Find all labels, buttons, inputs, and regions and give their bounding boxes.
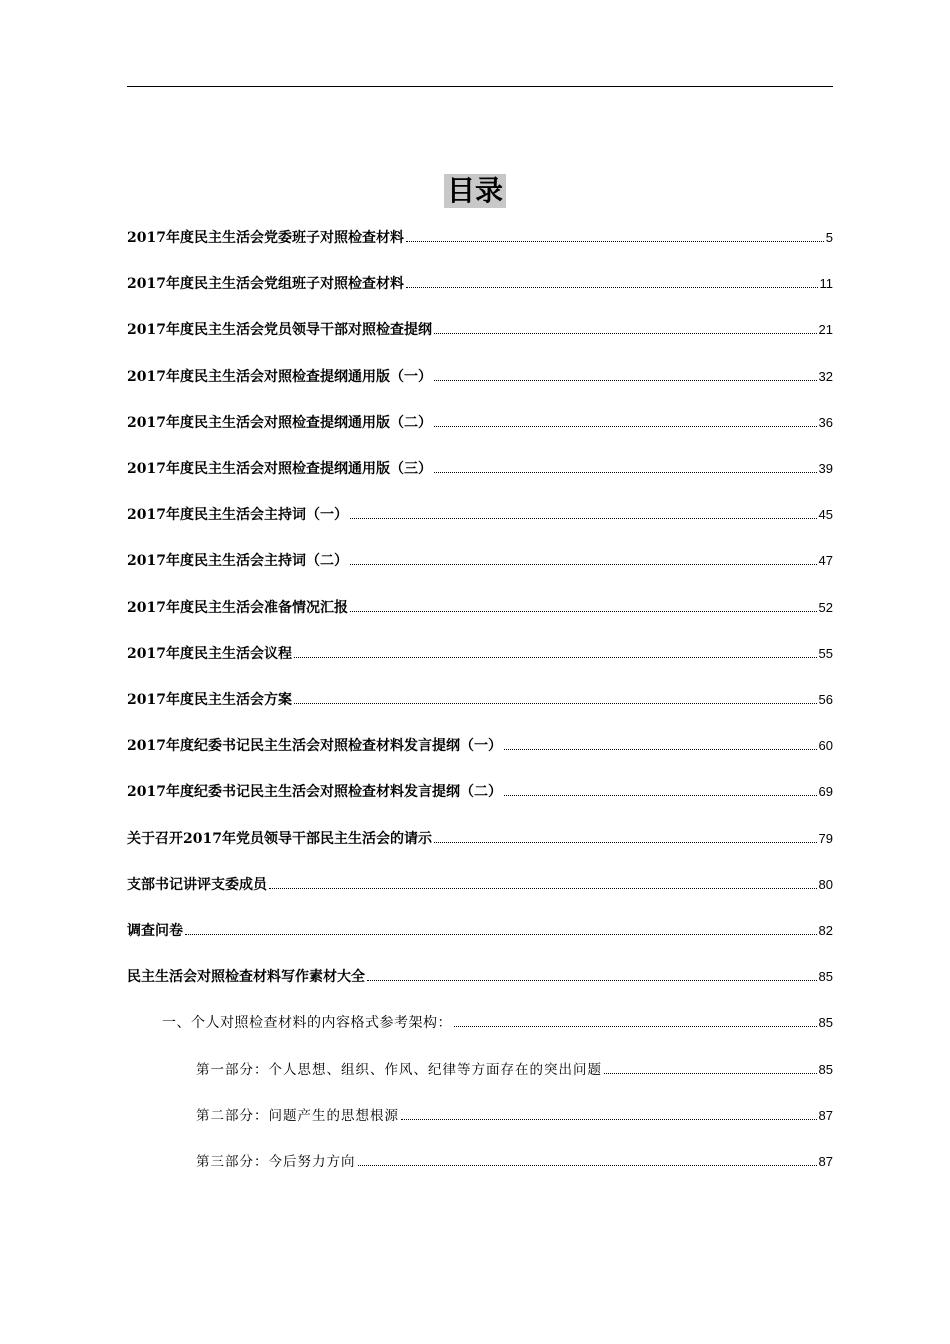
toc-dot-leader (294, 657, 817, 658)
toc-entry-label: 2017年度民主生活会议程 (127, 646, 292, 662)
toc-entry-page-number: 52 (818, 600, 833, 615)
toc-entry[interactable] (127, 273, 833, 295)
toc-dot-leader (434, 842, 817, 843)
toc-entry-page-number: 85 (818, 1062, 833, 1077)
toc-entry[interactable] (127, 735, 833, 757)
toc-entry-page-number: 36 (818, 415, 833, 430)
toc-entry-label: 2017年度民主生活会对照检查提纲通用版（二） (127, 415, 432, 431)
toc-entry-label: 调查问卷 (127, 923, 183, 939)
toc-entry-label: 关于召开2017年党员领导干部民主生活会的请示 (127, 831, 432, 847)
toc-entry-label: 第二部分：问题产生的思想根源 (196, 1108, 399, 1124)
toc-entry-page-number: 55 (818, 646, 833, 661)
toc-entry-label: 2017年度民主生活会对照检查提纲通用版（一） (127, 369, 432, 385)
toc-entry[interactable] (127, 966, 833, 988)
toc-dot-leader (434, 426, 817, 427)
toc-dot-leader (434, 333, 817, 334)
toc-entry-label: 2017年度民主生活会党组班子对照检查材料 (127, 276, 404, 292)
toc-entry-page-number: 82 (818, 923, 833, 938)
toc-dot-leader (434, 472, 817, 473)
toc-dot-leader (406, 241, 824, 242)
toc-title-text: 目录 (444, 174, 506, 208)
toc-entry-label: 支部书记讲评支委成员 (127, 877, 267, 893)
toc-entry-page-number: 39 (818, 461, 833, 476)
toc-entry-page-number: 79 (818, 831, 833, 846)
toc-dot-leader (185, 934, 817, 935)
toc-entry[interactable] (127, 550, 833, 572)
toc-entry-page-number: 80 (818, 877, 833, 892)
toc-entry[interactable] (127, 319, 833, 341)
toc-entry-label: 2017年度民主生活会主持词（二） (127, 553, 348, 569)
toc-entry-label: 2017年度民主生活会方案 (127, 692, 292, 708)
toc-dot-leader (504, 795, 817, 796)
toc-entry[interactable] (127, 504, 833, 526)
toc-entry-label: 民主生活会对照检查材料写作素材大全 (127, 969, 365, 985)
toc-entry-label: 2017年度纪委书记民主生活会对照检查材料发言提纲（一） (127, 738, 502, 754)
toc-dot-leader (604, 1073, 817, 1074)
toc-entry-page-number: 32 (818, 369, 833, 384)
toc-entry-page-number: 69 (818, 784, 833, 799)
toc-entry-page-number: 5 (825, 230, 833, 245)
toc-entry-page-number: 11 (819, 276, 833, 291)
toc-title (0, 174, 950, 208)
toc-entry-page-number: 85 (818, 969, 833, 984)
toc-entry[interactable] (196, 1105, 833, 1127)
toc-entry-label: 第一部分：个人思想、组织、作风、纪律等方面存在的突出问题 (196, 1062, 602, 1078)
toc-dot-leader (454, 1026, 817, 1027)
header-rule (127, 86, 833, 87)
toc-entry-label: 第三部分：今后努力方向 (196, 1154, 356, 1170)
toc-dot-leader (406, 287, 818, 288)
toc-dot-leader (367, 980, 817, 981)
toc-dot-leader (434, 380, 817, 381)
toc-dot-leader (504, 749, 817, 750)
toc-entry-page-number: 56 (818, 692, 833, 707)
toc-entry[interactable] (127, 458, 833, 480)
toc-entry-label: 2017年度纪委书记民主生活会对照检查材料发言提纲（二） (127, 784, 502, 800)
toc-entry-page-number: 21 (818, 322, 833, 337)
toc-entry[interactable] (127, 227, 833, 249)
toc-entry[interactable] (127, 781, 833, 803)
toc-entry[interactable] (127, 874, 833, 896)
toc-entry[interactable] (127, 828, 833, 850)
toc-entry-label: 2017年度民主生活会党委班子对照检查材料 (127, 230, 404, 246)
toc-entry-label: 2017年度民主生活会主持词（一） (127, 507, 348, 523)
toc-dot-leader (350, 564, 817, 565)
toc-entry-page-number: 85 (818, 1015, 833, 1030)
toc-entry[interactable] (127, 597, 833, 619)
toc-entry-label: 2017年度民主生活会对照检查提纲通用版（三） (127, 461, 432, 477)
toc-entry-page-number: 60 (818, 738, 833, 753)
toc-entry[interactable] (162, 1012, 833, 1034)
toc-entry[interactable] (196, 1059, 833, 1081)
toc-entry-page-number: 87 (818, 1154, 833, 1169)
toc-entry[interactable] (127, 366, 833, 388)
toc-entry[interactable] (196, 1151, 833, 1173)
toc-entry-label: 2017年度民主生活会准备情况汇报 (127, 600, 348, 616)
toc-entry[interactable] (127, 412, 833, 434)
toc-entry[interactable] (127, 689, 833, 711)
toc-entry-label: 一、个人对照检查材料的内容格式参考架构： (162, 1015, 452, 1031)
toc-dot-leader (350, 611, 817, 612)
toc-dot-leader (358, 1165, 817, 1166)
toc-entry-page-number: 47 (818, 553, 833, 568)
toc-dot-leader (294, 703, 817, 704)
toc-entry-page-number: 45 (818, 507, 833, 522)
toc-entry[interactable] (127, 920, 833, 942)
toc-entry-label: 2017年度民主生活会党员领导干部对照检查提纲 (127, 322, 432, 338)
toc-dot-leader (269, 888, 817, 889)
toc-dot-leader (350, 518, 817, 519)
toc-dot-leader (401, 1119, 817, 1120)
toc-entry-page-number: 87 (818, 1108, 833, 1123)
toc-entry[interactable] (127, 643, 833, 665)
